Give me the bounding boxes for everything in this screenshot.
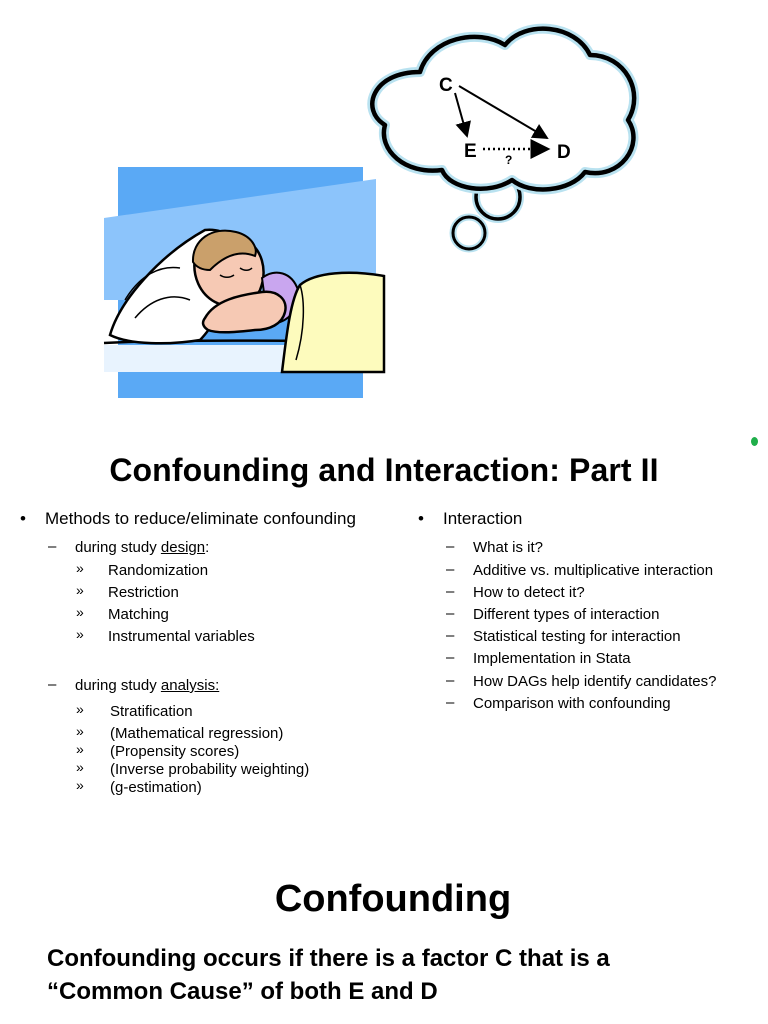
- analysis-prefix: during study: [75, 677, 161, 694]
- dash-marker: –: [48, 538, 57, 555]
- node-d: D: [557, 142, 571, 163]
- bullet-marker: •: [20, 509, 26, 528]
- section-heading: Confounding: [274, 878, 512, 920]
- definition-line-2: “Common Cause” of both E and D: [47, 978, 438, 1005]
- analysis-underlined: analysis:: [160, 677, 220, 694]
- design-underlined: design: [160, 539, 206, 556]
- confounding-definition: [47, 942, 747, 1008]
- sleeping-person-illustration: [0, 0, 768, 420]
- left-heading: Methods to reduce/eliminate confounding: [45, 509, 356, 528]
- design-prefix: during study: [75, 539, 161, 556]
- definition-line-1: Confounding occurs if there is a factor C that is a: [47, 945, 610, 972]
- bullet-marker: •: [418, 509, 424, 528]
- node-e: E: [464, 141, 477, 162]
- right-column: [418, 508, 758, 530]
- green-dot-marker: [751, 437, 758, 446]
- design-suffix: :: [205, 539, 210, 556]
- node-c: C: [439, 75, 453, 96]
- left-column: [20, 508, 420, 530]
- right-heading: Interaction: [443, 509, 523, 528]
- right-bullet: [418, 508, 758, 530]
- slide-title: Confounding and Interaction: Part II: [109, 452, 659, 488]
- dash-marker: –: [48, 676, 57, 693]
- left-bullet: [20, 508, 420, 530]
- question-mark: ?: [505, 153, 513, 167]
